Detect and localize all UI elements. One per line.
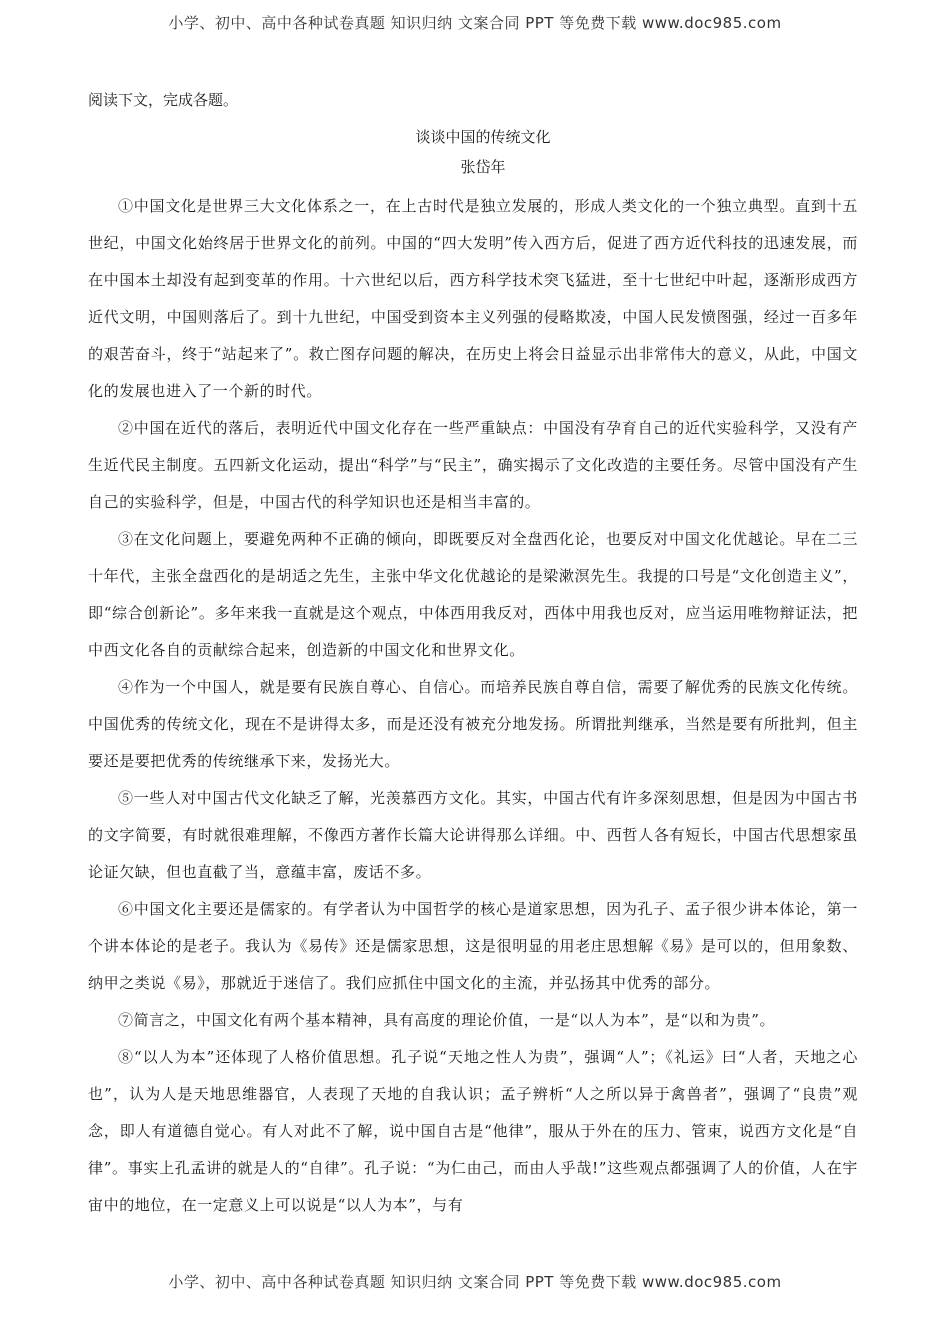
paragraph-4: ④作为一个中国人，就是要有民族自尊心、自信心。而培养民族自尊自信，需要了解优秀的民族文化传统。中国优秀的传统文化，现在不是讲得太多，而是还没有被充分地发扬。所谓批判继承，当然是要有所批判，但主要还是要把优秀的传统继承下来，发扬光大。 (88, 678, 858, 770)
page-footer: 小学、初中、高中各种试卷真题 知识归纳 文案合同 PPT 等免费下载 www.doc985.com (168, 1273, 782, 1291)
paragraph-6: ⑥中国文化主要还是儒家的。有学者认为中国哲学的核心是道家思想，因为孔子、孟子很少讲本体论，第一个讲本体论的是老子。我认为《易传》还是儒家思想，这是很明显的用老庄思想解《易》是可以的，但用象数、纳甲之类说《易》，那就近于迷信了。我们应抓住中国文化的主流，并弘扬其中优秀的部分。 (88, 900, 858, 992)
page-header: 小学、初中、高中各种试卷真题 知识归纳 文案合同 PPT 等免费下载 www.doc985.com (168, 14, 782, 32)
paragraph-5: ⑤一些人对中国古代文化缺乏了解，光羡慕西方文化。其实，中国古代有许多深刻思想，但是因为中国古书的文字简要，有时就很难理解，不像西方著作长篇大论讲得那么详细。中、西哲人各有短长，中国古代思想家虽论证欠缺，但也直截了当，意蕴丰富，废话不多。 (88, 789, 858, 881)
paragraph-7: ⑦简言之，中国文化有两个基本精神，具有高度的理论价值，一是“以人为本”，是“以和为贵”。 (118, 1011, 776, 1029)
paragraph-2: ②中国在近代的落后，表明近代中国文化存在一些严重缺点：中国没有孕育自己的近代实验科学，又没有产生近代民主制度。五四新文化运动，提出“科学”与“民主”，确实揭示了文化改造的主要任务。尽管中国没有产生自己的实验科学，但是，中国古代的科学知识也还是相当丰富的。 (88, 419, 858, 511)
question-instruction: 阅读下文，完成各题。 (88, 91, 239, 109)
paragraph-8: ⑧“以人为本”还体现了人格价值思想。孔子说“天地之性人为贵”，强调“人”；《礼运》曰“人者，天地之心也”，认为人是天地思维器官，人表现了天地的自我认识；孟子辨析“人之所以异于禽兽者”，强调了“良贵”观念，即人有道德自觉心。有人对此不了解，说中国自古是“他律”，服从于外在的压力、管束，说西方文化是“自律”。事实上孔孟讲的就是人的“自律”。孔子说：“为仁由己，而由人乎哉!”这些观点都强调了人的价值，人在宇宙中的地位，在一定意义上可以说是“以人为本”，与有 (88, 1048, 858, 1214)
paragraph-1: ①中国文化是世界三大文化体系之一，在上古时代是独立发展的，形成人类文化的一个独立典型。直到十五世纪，中国文化始终居于世界文化的前列。中国的“四大发明”传入西方后，促进了西方近代科技的迅速发展，而在中国本土却没有起到变革的作用。十六世纪以后，西方科学技术突飞猛进，至十七世纪中叶起，逐渐形成西方近代文明，中国则落后了。到十九世纪，中国受到资本主义列强的侵略欺凌，中国人民发愤图强，经过一百多年的艰苦奋斗，终于“站起来了”。救亡图存问题的解决，在历史上将会日益显示出非常伟大的意义，从此，中国文化的发展也进入了一个新的时代。 (88, 197, 858, 400)
article-author: 张岱年 (460, 158, 506, 176)
paragraph-3: ③在文化问题上，要避免两种不正确的倾向，即既要反对全盘西化论，也要反对中国文化优越论。早在二三十年代，主张全盘西化的是胡适之先生，主张中华文化优越论的是梁漱溟先生。我提的口号是“文化创造主义”，即“综合创新论”。多年来我一直就是这个观点，中体西用我反对，西体中用我也反对，应当运用唯物辩证法，把中西文化各自的贡献综合起来，创造新的中国文化和世界文化。 (88, 530, 858, 659)
document-body (88, 86, 858, 1224)
article-title: 谈谈中国的传统文化 (415, 128, 551, 146)
